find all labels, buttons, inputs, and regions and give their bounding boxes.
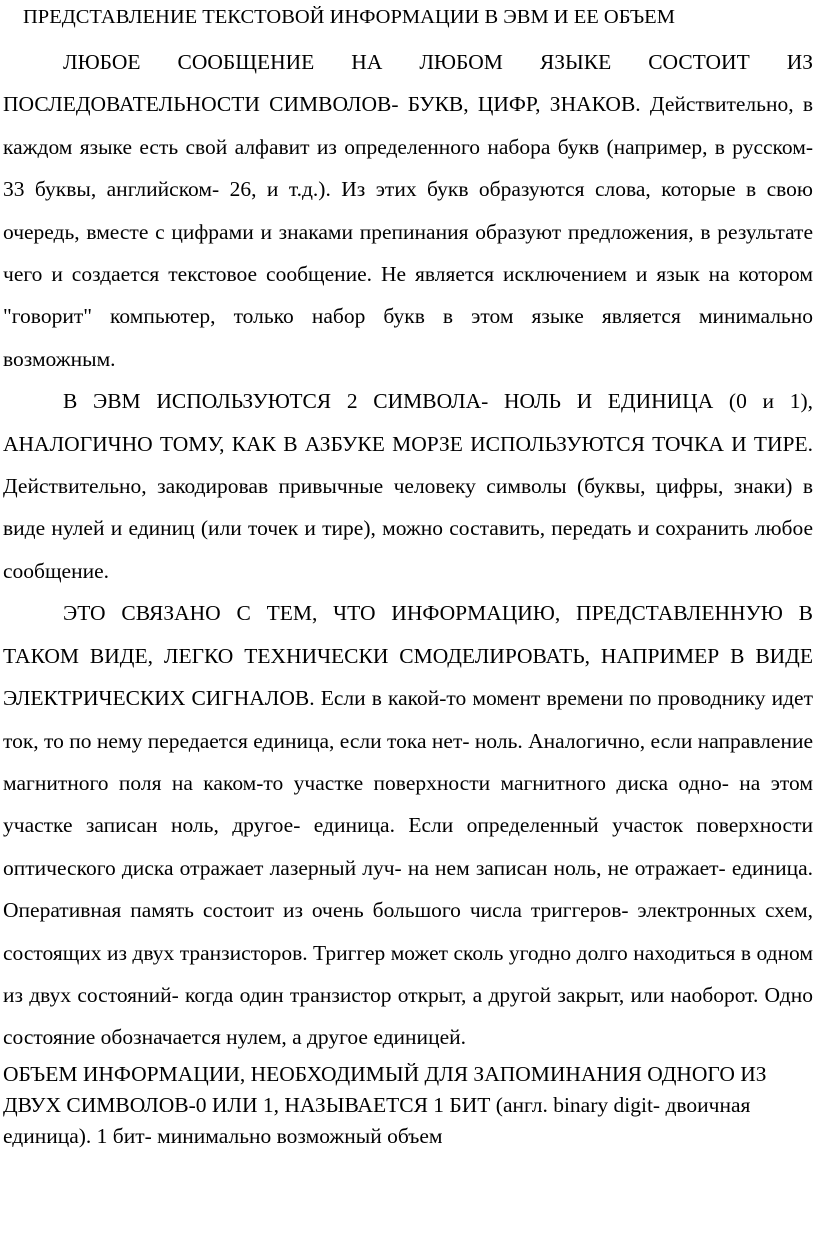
paragraph-symbols: ЛЮБОЕ СООБЩЕНИЕ НА ЛЮБОМ ЯЗЫКЕ СОСТОИТ ИЗ ПОСЛЕДОВАТЕЛЬНОСТИ СИМВОЛОВ- БУКВ, ЦИФР, ЗНАКОВ. Действительно, в каждом языке есть свой алфавит из определенного набора букв (например, в русском- 33 буквы, английском- 26, и т.д.). Из этих букв образуются слова, которые в свою очередь, вместе с цифрами и знаками препинания образуют предложения, в результате чего и создается текстовое сообщение. Не является исключением и язык на котором "говорит" компьютер, только набор букв в этом языке является минимально возможным. [3, 50, 813, 371]
paragraph-information-volume: ОБЪЕМ ИНФОРМАЦИИ, НЕОБХОДИМЫЙ ДЛЯ ЗАПОМИНАНИЯ ОДНОГО ИЗ ДВУХ СИМВОЛОВ-0 ИЛИ 1, НАЗЫВАЕТСЯ 1 БИТ (англ. binary digit- двоичная единица). 1 бит- минимально возможный объем [3, 1061, 767, 1148]
paragraph-technical-modeling: ЭТО СВЯЗАНО С ТЕМ, ЧТО ИНФОРМАЦИЮ, ПРЕДСТАВЛЕННУЮ В ТАКОМ ВИДЕ, ЛЕГКО ТЕХНИЧЕСКИ СМОДЕЛИРОВАТЬ, НАПРИМЕР В ВИДЕ ЭЛЕКТРИЧЕСКИХ СИГНАЛОВ. Если в какой-то момент времени по проводнику идет ток, то по нему передается единица, если тока нет- ноль. Аналогично, если направление магнитного поля на каком-то участке поверхности магнитного диска одно- на этом участке записан ноль, другое- единица. Если определенный участок поверхности оптического диска отражает лазерный луч- на нем записан ноль, не отражает- единица. Оперативная память состоит из очень большого числа триггеров- электронных схем, состоящих из двух транзисторов. Триггер может сколь угодно долго находиться в одном из двух состояний- когда один транзистор открыт, а другой закрыт, или наоборот. Одно состояние обозначается нулем, а другое единицей. [3, 601, 814, 1050]
paragraph-binary-symbols: В ЭВМ ИСПОЛЬЗУЮТСЯ 2 СИМВОЛА- НОЛЬ И ЕДИНИЦА (0 и 1), АНАЛОГИЧНО ТОМУ, КАК В АЗБУКЕ МОРЗЕ ИСПОЛЬЗУЮТСЯ ТОЧКА И ТИРЕ. Действительно, закодировав привычные человеку символы (буквы, цифры, знаки) в виде нулей и единиц (или точек и тире), можно составить, передать и сохранить любое сообщение. [3, 389, 813, 583]
document-title: ПРЕДСТАВЛЕНИЕ ТЕКСТОВОЙ ИНФОРМАЦИИ В ЭВМ И ЕЕ ОБЪЕМ [23, 6, 675, 28]
